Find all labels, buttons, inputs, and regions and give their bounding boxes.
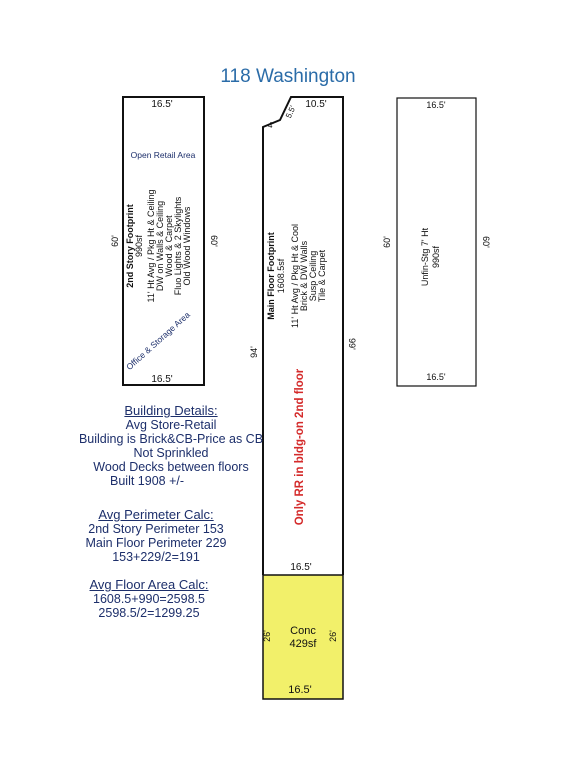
area-calc [56,578,242,620]
second-story-heading: 2nd Story Footprint [125,204,135,288]
main-floor-detail: 11' Ht Avg / Pkg Ht & Cool [290,224,300,328]
second-story-bottom-dim: 16.5' [151,374,173,385]
perimeter-calc [56,508,256,564]
concrete-left-dim: 26' [262,630,272,642]
unfinished-top-dim: 16.5' [426,100,446,110]
main-floor-notch-dim-a: 5.5' [283,104,298,120]
building-details-line: Avg Store-Retail [125,418,217,432]
building-details-line: Not Sprinkled [133,446,209,460]
unfinished-label: Unfin-Stg 7' Ht [420,227,430,287]
main-floor-bottom-dim: 16.5' [290,562,312,573]
building-details [56,404,286,488]
main-floor-heading: Main Floor Footprint [266,232,276,320]
building-details-line: Building is Brick&CB-Price as CB [78,432,264,446]
open-retail-area-label: Open Retail Area [130,150,196,160]
office-storage-area-label: Office & Storage Area [124,309,192,372]
perimeter-calc-heading: Avg Perimeter Calc: [98,507,214,522]
area-calc-line: 2598.5/2=1299.25 [98,606,200,620]
perimeter-calc-line: Main Floor Perimeter 229 [85,536,227,550]
perimeter-calc-line: 2nd Story Perimeter 153 [88,522,224,536]
concrete-label: Conc [290,625,316,637]
unfinished-left-dim: 60' [382,236,392,248]
second-story-detail: DW on Walls & Ceiling [155,200,165,292]
unfinished-bottom-dim: 16.5' [426,372,446,382]
restroom-note: Only RR in bldg-on 2nd floor [294,368,306,526]
building-details-line: Wood Decks between floors [93,460,249,474]
building-details-line: Built 1908 +/- [110,474,185,488]
second-story-left-dim: 60' [110,235,120,247]
second-story-text-group [125,190,192,303]
second-story-right-dim: 60' [209,235,219,247]
unfinished-area: 990sf [431,245,441,269]
second-story-detail: 11' Ht Avg / Pkg Ht & Ceiling [146,189,156,303]
main-floor-right-dim: 99' [347,338,357,350]
main-floor-left-dim: 94' [249,346,259,358]
main-floor-text-group [266,224,327,328]
page-title: 118 Washington [220,66,356,87]
main-floor-top-dim: 10.5' [305,99,327,110]
building-details-heading: Building Details: [124,403,218,418]
second-story-detail: Fluo Lights & 2 Skylights [173,196,183,296]
main-floor-notch-dim-b: 4' [268,121,274,130]
main-floor-detail: Tile & Carpet [317,249,327,303]
second-story-top-dim: 16.5' [151,99,173,110]
main-floor-detail: Brick & DW Walls [299,240,309,312]
main-floor-detail: Susp Ceiling [308,250,318,302]
second-story-detail: Wood & Carpet [164,215,174,277]
concrete-bottom-dim: 16.5' [288,684,312,696]
second-story-area: 990sf [134,234,144,258]
unfinished-storage-outline [397,98,476,386]
unfinished-right-dim: 60' [481,236,491,248]
second-story-detail: Old Wood Windows [182,206,192,286]
area-calc-line: 1608.5+990=2598.5 [93,592,205,606]
main-floor-area: 1608.5sf [276,258,286,294]
concrete-right-dim: 26' [328,630,338,642]
perimeter-calc-line: 153+229/2=191 [112,550,200,564]
area-calc-heading: Avg Floor Area Calc: [89,577,209,592]
concrete-area: 429sf [289,638,317,650]
